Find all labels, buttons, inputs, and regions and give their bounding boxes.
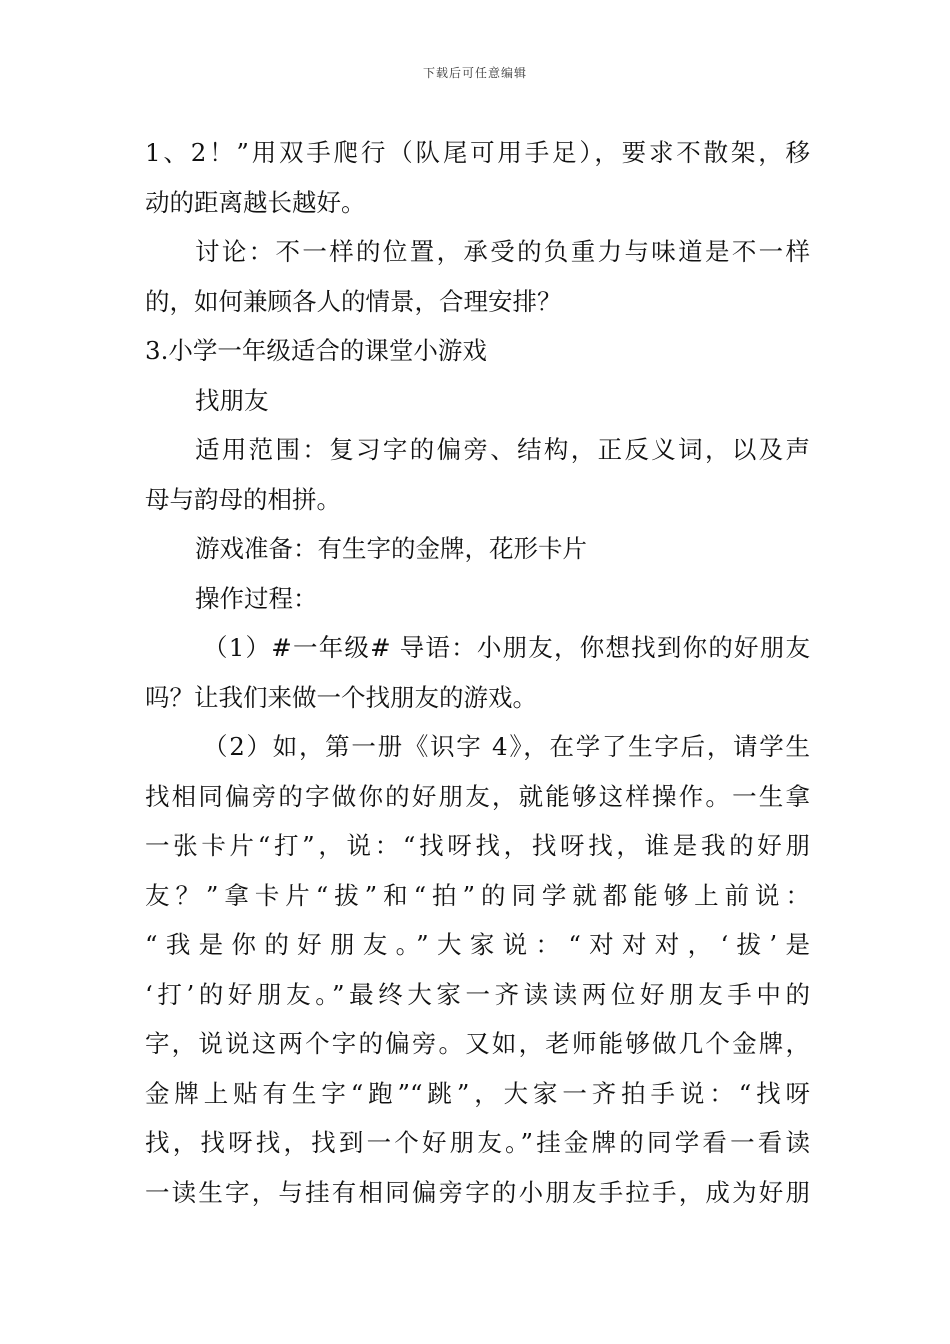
text-line: 金牌上贴有生字“跑”“跳”，大家一齐拍手说：“找呀: [145, 1078, 810, 1108]
text-line: （2）如，第一册《识字 4》，在学了生字后，请学生: [203, 732, 810, 761]
document-body: [145, 128, 810, 1217]
text-line: （1）#一年级# 导语：小朋友，你想找到你的好朋友: [203, 633, 810, 662]
page-header: 下载后可任意编辑: [422, 66, 527, 80]
text-line: 找，找呀找，找到一个好朋友。”挂金牌的同学看一看读: [145, 1128, 810, 1157]
text-line: 母与韵母的相拼。: [145, 484, 341, 514]
text-line: 友？”拿卡片“拔”和“拍”的同学就都能够上前说：: [145, 880, 810, 910]
text-line: 动的距离越长越好。: [145, 187, 366, 217]
text-line: “我是你的好朋友。”大家说：“对对对，‘拔’是: [145, 930, 810, 959]
text-line: 操作过程：: [195, 583, 318, 613]
text-line: 字，说说这两个字的偏旁。又如，老师能够做几个金牌，: [145, 1029, 810, 1058]
text-line: 一张卡片“打”，说：“找呀找，找呀找，谁是我的好朋: [145, 831, 810, 860]
text-line: ‘打’的好朋友。”最终大家一齐读读两位好朋友手中的: [145, 979, 810, 1009]
game-title: 找朋友: [195, 385, 269, 415]
text-line: 吗？让我们来做一个找朋友的游戏。: [145, 682, 537, 712]
text-line: 找相同偏旁的字做你的好朋友，就能够这样操作。一生拿: [145, 781, 810, 811]
text-line: 讨论：不一样的位置，承受的负重力与味道是不一样: [195, 237, 810, 266]
text-line: 1、2！”用双手爬行（队尾可用手足），要求不散架，移: [145, 138, 810, 167]
text-line: 一读生字，与挂有相同偏旁字的小朋友手拉手，成为好朋: [145, 1177, 810, 1207]
text-line: 游戏准备：有生字的金牌，花形卡片: [195, 534, 587, 563]
section-heading: 3.小学一年级适合的课堂小游戏: [145, 336, 487, 365]
text-line: 的，如何兼顾各人的情景，合理安排？: [145, 286, 562, 316]
text-line: 适用范围：复习字的偏旁、结构，正反义词，以及声: [195, 435, 810, 464]
